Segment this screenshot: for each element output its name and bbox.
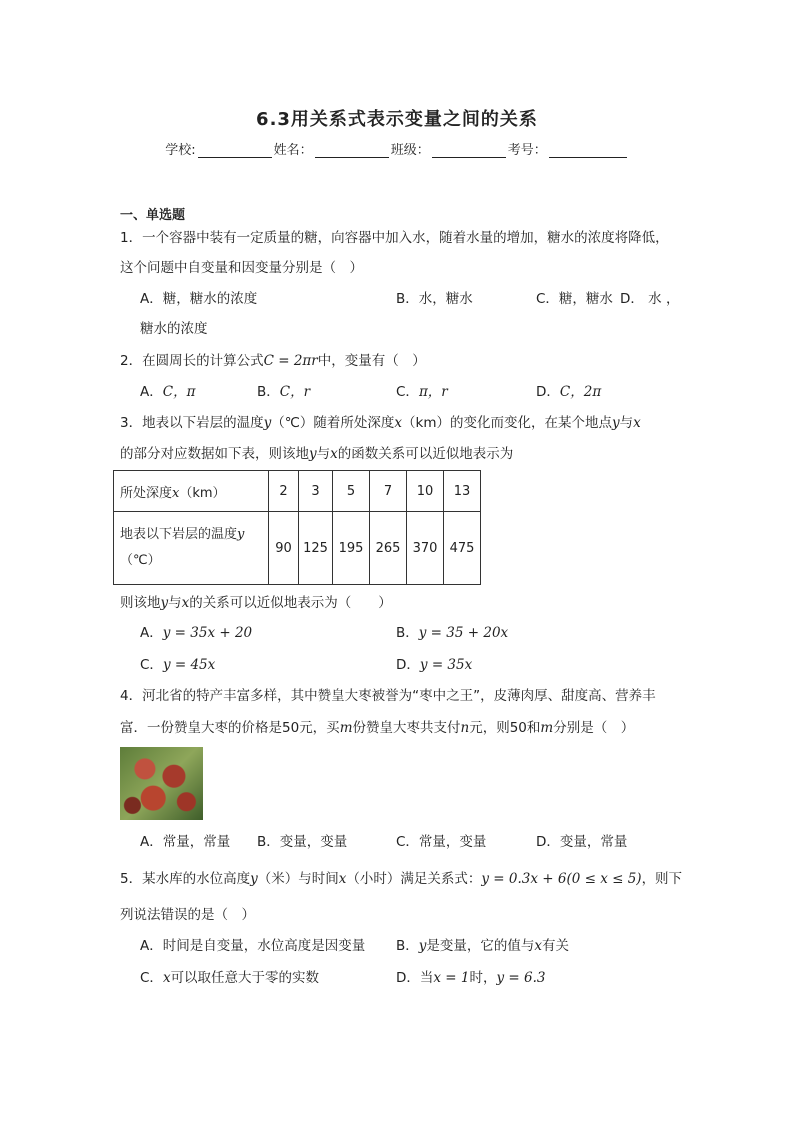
table-row	[114, 471, 481, 512]
q1-option-d-cont: 糖水的浓度	[140, 321, 208, 337]
q4-text: 分别是（ ）	[553, 720, 635, 736]
q5-option-d	[396, 969, 546, 987]
section-heading: 一、单选题	[120, 208, 186, 223]
school-blank[interactable]	[198, 143, 272, 158]
depth-label: 所处深度	[120, 485, 173, 501]
q4-stem-line1: 4．河北省的特产丰富多样，其中赞皇大枣被誉为“枣中之王”，皮薄肉厚、甜度高、营养丰	[120, 688, 656, 704]
table-cell: 265	[370, 512, 407, 585]
q5-b-label: B．	[396, 938, 419, 954]
q3-c-value: y = 45x	[162, 657, 216, 673]
q3-var-x: x	[181, 595, 190, 611]
table-header-temp	[114, 512, 269, 585]
q1-option-a: A．糖，糖水的浓度	[140, 291, 258, 307]
exam-no-blank[interactable]	[549, 143, 627, 158]
q5-d-value: y = 6.3	[496, 970, 546, 986]
q3-text: （km）的变化而变化，在某个地点	[402, 415, 612, 431]
q4-price: 50	[509, 720, 527, 736]
table-cell: 5	[333, 471, 370, 512]
q3-var-y: y	[309, 446, 317, 462]
q5-d-label: D．当	[396, 970, 434, 986]
q3-text: 3．地表以下岩层的温度	[120, 415, 264, 431]
q3-var-y: y	[612, 415, 620, 431]
q4-var-m: m	[540, 720, 554, 736]
q4-option-a: A．常量，常量	[140, 834, 231, 850]
q5-text: 是变量，它的值与	[426, 938, 535, 954]
name-blank[interactable]	[315, 143, 389, 158]
q2-option-a	[140, 383, 195, 401]
q2-option-b	[257, 383, 310, 401]
q4-option-d: D．变量，常量	[536, 834, 628, 850]
q3-var-x: x	[633, 415, 641, 431]
q5-stem-line2: 列说法错误的是（ ）	[120, 907, 255, 923]
q4-var-n: n	[460, 720, 470, 736]
student-info-line	[0, 139, 794, 158]
temp-var: y	[237, 527, 245, 542]
q2-option-c	[396, 383, 448, 401]
q4-price: 50	[282, 720, 300, 736]
q2-d-value: C，2π	[559, 384, 602, 400]
q5-var-x: x	[534, 938, 543, 954]
q3-ask	[120, 594, 392, 612]
table-cell: 370	[407, 512, 444, 585]
depth-var: x	[172, 485, 180, 501]
q2-a-label: A．	[140, 384, 163, 400]
table-row	[114, 512, 481, 585]
q5-c-label: C．	[140, 970, 163, 986]
q3-stem-line1	[120, 414, 641, 432]
q4-text: 和	[526, 720, 541, 736]
table-cell: 3	[299, 471, 333, 512]
q3-b-value: y = 35 + 20x	[418, 625, 509, 641]
q2-b-label: B．	[257, 384, 280, 400]
q5-d-condition: x = 1	[433, 970, 470, 986]
q3-stem-line2	[120, 445, 513, 463]
q3-var-y: y	[160, 595, 169, 611]
q4-text: 元，则	[469, 720, 510, 736]
q5-var-x: x	[338, 871, 347, 887]
q5-text: ，则下	[641, 871, 683, 887]
q3-var-y: y	[263, 415, 272, 431]
q2-c-label: C．	[396, 384, 419, 400]
class-blank[interactable]	[432, 143, 506, 158]
q2-stem	[120, 352, 426, 370]
q2-a-value: C，π	[162, 384, 196, 400]
q5-stem-line1	[120, 870, 682, 888]
q3-c-label: C．	[140, 657, 163, 673]
q2-stem-pre: 2．在圆周长的计算公式	[120, 353, 264, 369]
table-cell: 7	[370, 471, 407, 512]
q3-text: （℃）随着所处深度	[271, 415, 395, 431]
q3-text: 与	[168, 595, 182, 611]
q3-a-value: y = 35x + 20	[162, 625, 253, 641]
school-label: 学校:	[165, 143, 196, 158]
q4-option-c: C．常量，变量	[396, 834, 487, 850]
depth-unit: （km）	[179, 485, 226, 501]
class-label: 班级：	[390, 143, 430, 158]
table-cell: 125	[299, 512, 333, 585]
q4-text: 份赞皇大枣共支付	[352, 720, 461, 736]
jujube-photo	[120, 747, 203, 820]
table-cell: 90	[269, 512, 299, 585]
table-cell: 475	[444, 512, 481, 585]
q5-var-y: y	[250, 871, 258, 887]
q3-option-c	[140, 656, 215, 674]
q3-option-a	[140, 624, 252, 642]
name-label: 姓名：	[273, 143, 313, 158]
q1-option-c: C．糖，糖水	[536, 291, 613, 307]
q4-text: 元，买	[299, 720, 340, 736]
q5-option-b	[396, 937, 569, 955]
page-title: 6.3用关系式表示变量之间的关系	[256, 109, 538, 130]
q3-text: 与	[619, 415, 634, 431]
q3-text: 与	[316, 446, 331, 462]
table-cell: 2	[269, 471, 299, 512]
q5-text: 5．某水库的水位高度	[120, 871, 251, 887]
q5-formula: y = 0.3x + 6(0 ≤ x ≤ 5)	[481, 871, 642, 887]
table-header-depth	[114, 471, 269, 512]
q3-a-label: A．	[140, 625, 163, 641]
q5-var-y: y	[418, 938, 427, 954]
q3-d-value: y = 35x	[419, 657, 473, 673]
q5-text: （小时）满足关系式：	[346, 871, 482, 887]
q5-option-c	[140, 969, 319, 987]
q1-stem-line2: 这个问题中自变量和因变量分别是（ ）	[120, 260, 363, 276]
q5-var-x: x	[162, 970, 171, 986]
q5-text: 时，	[469, 970, 497, 986]
q2-c-value: π，r	[418, 384, 448, 400]
q3-text: 的部分对应数据如下表，则该地	[120, 446, 309, 462]
q4-option-b: B．变量，变量	[257, 834, 348, 850]
q5-option-a: A．时间是自变量，水位高度是因变量	[140, 938, 366, 954]
q2-stem-post: 中，变量有（ ）	[317, 353, 426, 369]
q2-d-label: D．	[536, 384, 560, 400]
q2-formula: C = 2πr	[263, 353, 318, 369]
exam-no-label: 考号：	[507, 143, 547, 158]
q5-text: 可以取任意大于零的实数	[170, 970, 320, 986]
q1-option-d: D． 水 ，	[620, 291, 680, 307]
q5-text: （米）与时间	[257, 871, 339, 887]
q3-text: 的关系可以近似地表示为（ ）	[189, 595, 392, 611]
q4-var-m: m	[339, 720, 353, 736]
q3-var-x: x	[394, 415, 403, 431]
table-cell: 13	[444, 471, 481, 512]
q1-option-b: B．水，糖水	[396, 291, 473, 307]
q2-option-d	[536, 383, 601, 401]
temp-label: 地表以下岩层的温度	[120, 527, 238, 542]
q3-b-label: B．	[396, 625, 419, 641]
q3-var-x: x	[330, 446, 338, 462]
q4-text: 富．一份赞皇大枣的价格是	[120, 720, 282, 736]
q3-text: 则该地	[120, 595, 161, 611]
q4-stem-line2	[120, 719, 634, 737]
q2-b-value: C，r	[279, 384, 311, 400]
table-cell: 195	[333, 512, 370, 585]
q1-stem-line1: 1．一个容器中装有一定质量的糖，向容器中加入水，随着水量的增加，糖水的浓度将降低，	[120, 230, 669, 246]
q3-option-b	[396, 624, 508, 642]
table-cell: 10	[407, 471, 444, 512]
q3-data-table	[113, 470, 481, 585]
q3-d-label: D．	[396, 657, 420, 673]
q3-option-d	[396, 656, 472, 674]
q5-text: 有关	[542, 938, 570, 954]
temp-unit: （℃）	[120, 553, 161, 568]
q3-text: 的函数关系可以近似地表示为	[337, 446, 514, 462]
